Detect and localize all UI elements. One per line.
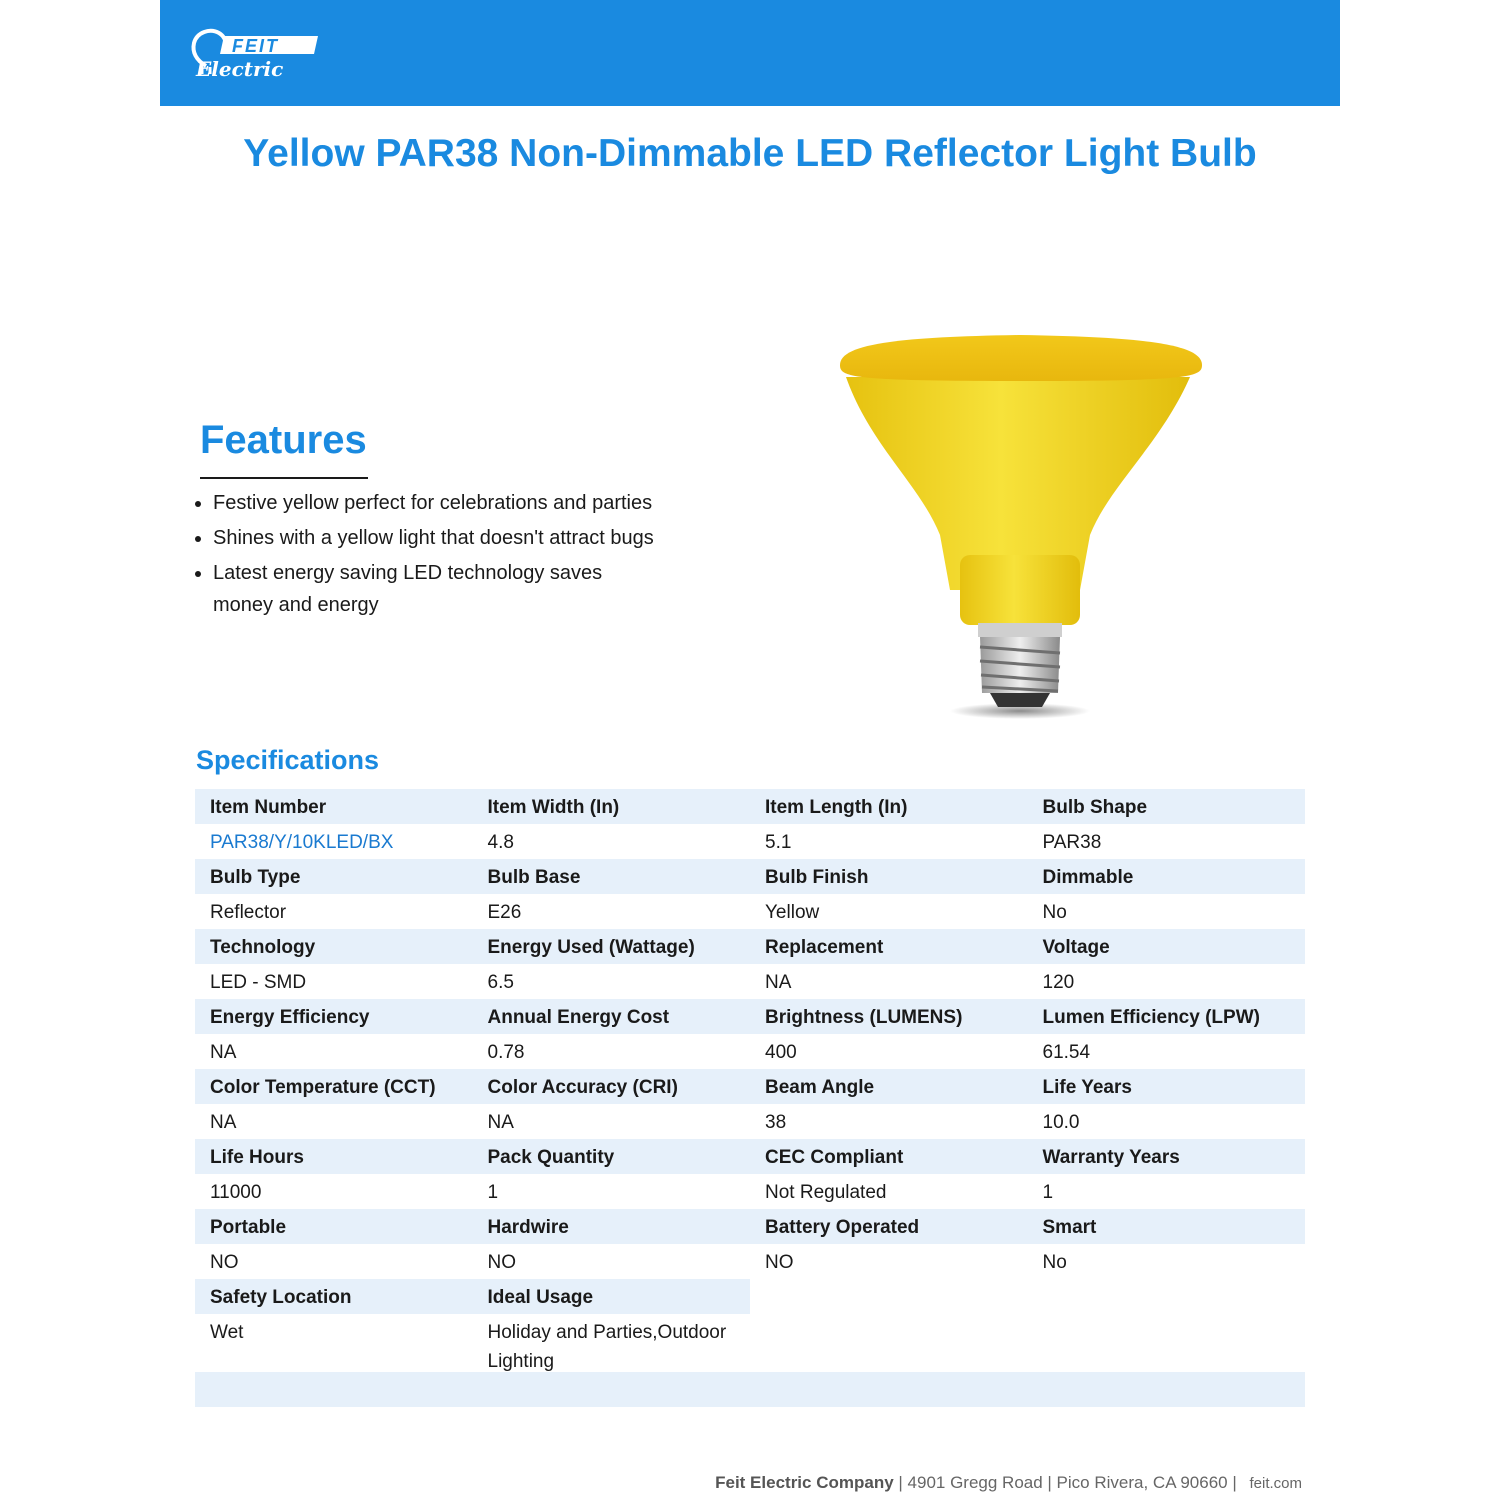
spec-label: Safety Location: [195, 1279, 473, 1314]
spec-label: Pack Quantity: [487, 1147, 615, 1168]
spec-value: 1: [1042, 1182, 1054, 1203]
spec-value: NA: [487, 1112, 514, 1133]
spec-label: Life Hours: [210, 1147, 304, 1168]
spec-label: Bulb Shape: [1042, 797, 1148, 818]
spec-label-row: [195, 1279, 1305, 1314]
spec-value: 38: [765, 1112, 787, 1133]
spec-label: Item Number: [210, 797, 327, 818]
spec-label: Brightness (LUMENS): [765, 1007, 963, 1028]
spec-value: 1: [487, 1182, 499, 1203]
spec-value: Reflector: [210, 902, 287, 923]
spec-label: Battery Operated: [765, 1217, 920, 1238]
spec-label: Annual Energy Cost: [487, 1007, 670, 1028]
spec-label: Color Temperature (CCT): [210, 1077, 436, 1098]
page-title: Yellow PAR38 Non-Dimmable LED Reflector Light Bulb: [243, 132, 1257, 175]
svg-text:Electric: Electric: [196, 57, 284, 81]
spec-value-row: [195, 1244, 1305, 1279]
header-bar: [160, 0, 1340, 106]
specifications-table: [195, 789, 1305, 1407]
spec-label: Dimmable: [1042, 867, 1134, 888]
spec-value: 5.1: [765, 832, 792, 853]
spec-value: No: [1042, 1252, 1067, 1273]
spec-value-row: [195, 894, 1305, 929]
spec-value-row: [195, 824, 1305, 859]
footer-company: Feit Electric Company: [715, 1473, 894, 1492]
spec-value-empty: [750, 1314, 1028, 1372]
spec-value: 0.78: [487, 1042, 525, 1063]
spec-label: CEC Compliant: [765, 1147, 904, 1168]
feature-item: Festive yellow perfect for celebrations and parties: [190, 487, 710, 519]
spec-label-row: [195, 1139, 1305, 1174]
spec-value: Not Regulated: [765, 1182, 887, 1203]
spec-value-row: [195, 1314, 1305, 1372]
features-list: [190, 487, 710, 624]
spec-value: Holiday and Parties,Outdoor Lighting: [487, 1322, 727, 1372]
spec-label: Item Width (In): [487, 797, 620, 818]
spec-label-row: [195, 789, 1305, 824]
spec-value: PAR38: [1042, 832, 1102, 853]
spec-label: Warranty Years: [1042, 1147, 1180, 1168]
spec-value: NA: [210, 1042, 237, 1063]
item-number-link[interactable]: PAR38/Y/10KLED/BX: [210, 832, 394, 853]
spec-value-row: [195, 964, 1305, 999]
spec-label-empty: [750, 1279, 1028, 1314]
spec-value-row: [195, 1104, 1305, 1139]
spec-label: Bulb Finish: [765, 867, 869, 888]
spec-label-row: [195, 1209, 1305, 1244]
spec-value: Wet: [210, 1322, 244, 1343]
spec-value: No: [1042, 902, 1067, 923]
spec-value: NO: [487, 1252, 516, 1273]
spec-value: 11000: [210, 1182, 262, 1203]
spec-label: Item Length (In): [765, 797, 908, 818]
spec-label-row: [195, 1069, 1305, 1104]
spec-label: Smart: [1042, 1217, 1097, 1238]
spec-label-empty: [1028, 1279, 1306, 1314]
feit-electric-logo[interactable]: [188, 26, 328, 84]
spec-value: NA: [765, 972, 792, 993]
spec-value: NO: [210, 1252, 239, 1273]
footer: [0, 1473, 1302, 1493]
spec-label: Energy Efficiency: [210, 1007, 370, 1028]
spec-label-row: [195, 999, 1305, 1034]
spec-value: NO: [765, 1252, 794, 1273]
spec-value-row: [195, 1174, 1305, 1209]
spec-label: Replacement: [765, 937, 884, 958]
spec-value: 400: [765, 1042, 797, 1063]
feature-item: Latest energy saving LED technology saves money and energy: [190, 557, 658, 621]
spec-value: 10.0: [1042, 1112, 1080, 1133]
spec-value: NA: [210, 1112, 237, 1133]
spec-label-row: [195, 859, 1305, 894]
spec-label: Energy Used (Wattage): [487, 937, 695, 958]
spec-label: Life Years: [1042, 1077, 1132, 1098]
spec-label: Beam Angle: [765, 1077, 875, 1098]
spec-table-footer-band: [195, 1372, 1305, 1407]
feature-item: Shines with a yellow light that doesn't attract bugs: [190, 522, 710, 554]
spec-value: Yellow: [765, 902, 820, 923]
spec-value: LED - SMD: [210, 972, 307, 993]
spec-label: Bulb Type: [210, 867, 301, 888]
spec-value: 6.5: [487, 972, 514, 993]
spec-label: Bulb Base: [487, 867, 581, 888]
spec-value: 61.54: [1042, 1042, 1091, 1063]
spec-value-row: [195, 1034, 1305, 1069]
features-underline: [200, 477, 368, 479]
features-heading: Features: [200, 418, 367, 462]
spec-value-empty: [1028, 1314, 1306, 1372]
spec-label-row: [195, 929, 1305, 964]
yellow-bulb-image: [830, 325, 1210, 725]
specifications-heading: Specifications: [196, 745, 380, 775]
spec-label: Hardwire: [487, 1217, 569, 1238]
svg-text:FEIT: FEIT: [232, 36, 279, 56]
footer-address: | 4901 Gregg Road | Pico Rivera, CA 90660 |: [898, 1473, 1237, 1492]
spec-label: Technology: [210, 937, 316, 958]
spec-label: Lumen Efficiency (LPW): [1042, 1007, 1260, 1028]
spec-label: Color Accuracy (CRI): [487, 1077, 678, 1098]
spec-value: 120: [1042, 972, 1075, 993]
spec-label: Portable: [210, 1217, 287, 1238]
spec-value: 4.8: [487, 832, 514, 853]
footer-site-link[interactable]: feit.com: [1249, 1475, 1302, 1492]
spec-value: E26: [487, 902, 522, 923]
spec-label: Voltage: [1042, 937, 1110, 958]
spec-label: Ideal Usage: [473, 1279, 751, 1314]
